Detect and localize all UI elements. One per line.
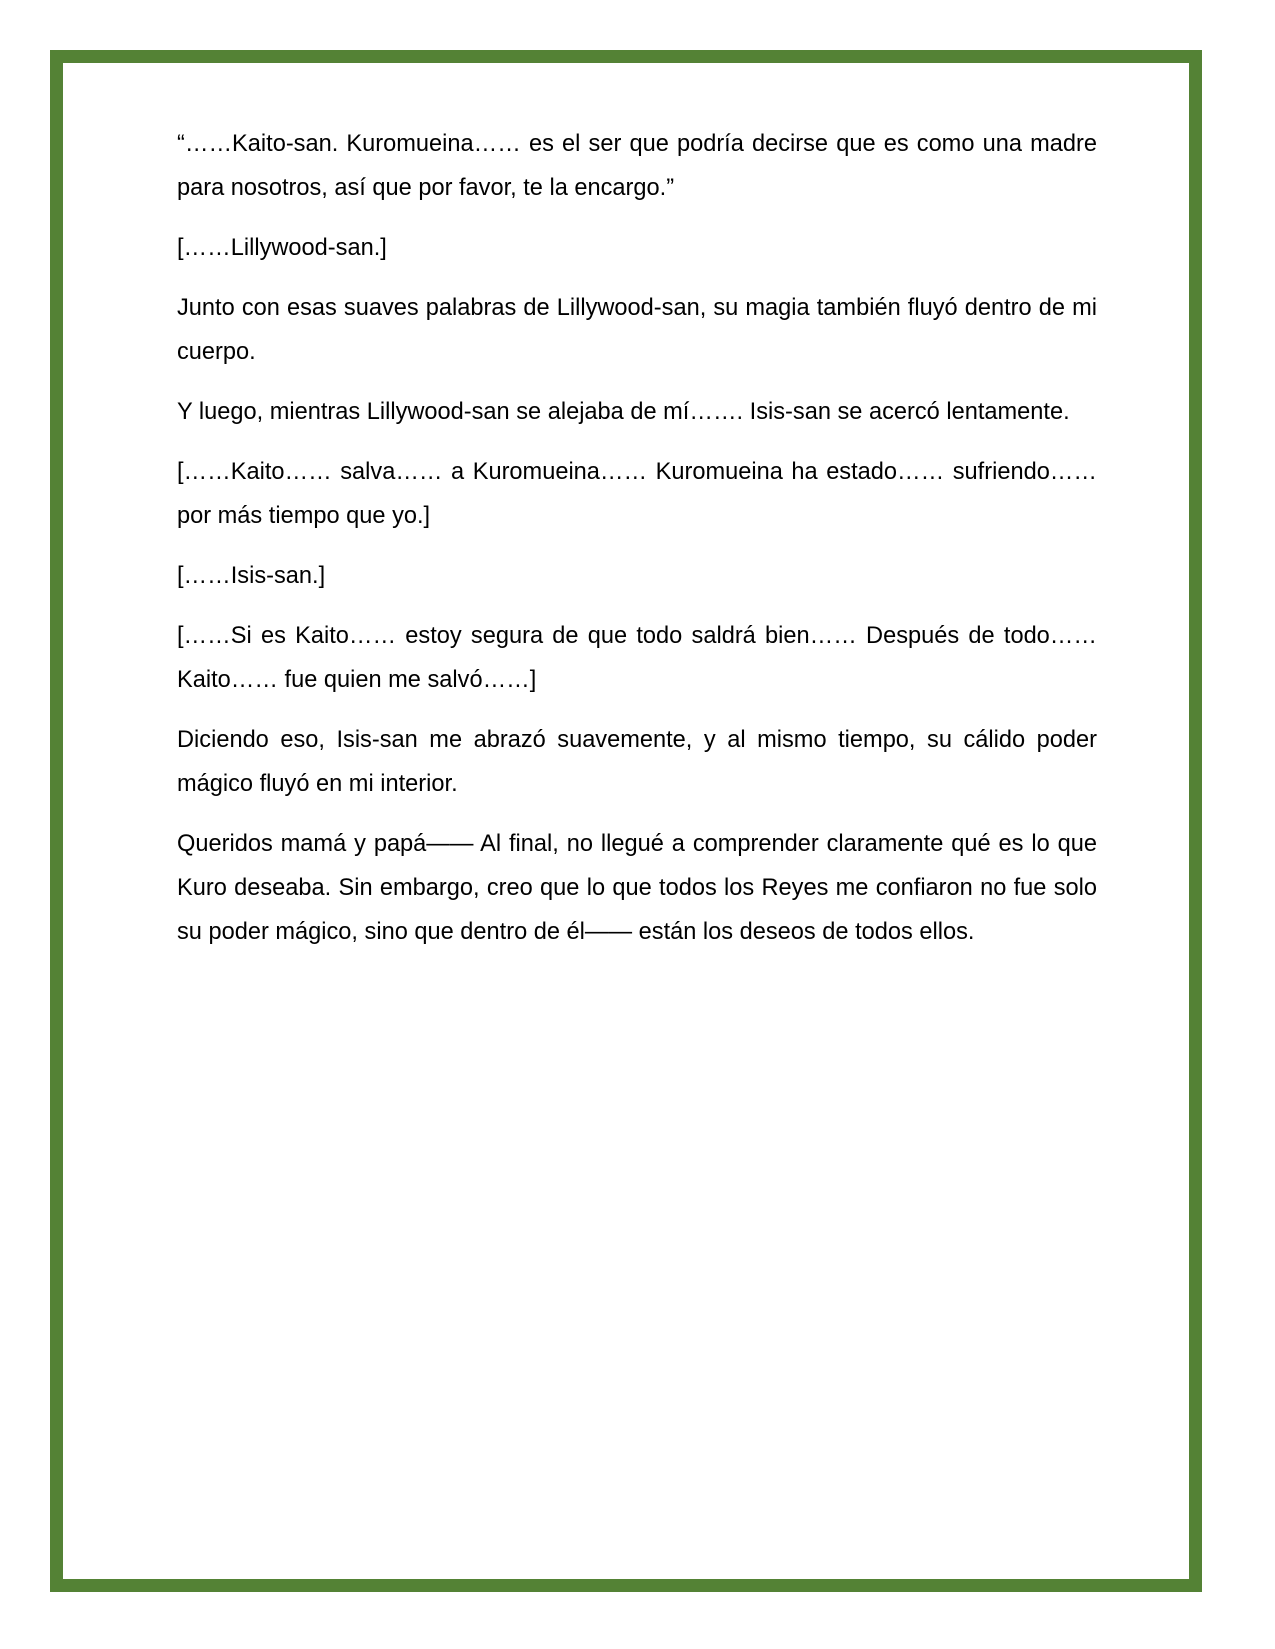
paragraph-6: [……Isis-san.] xyxy=(177,563,326,589)
paragraph-7: [……Si es Kaito…… estoy segura de que todo saldrá bien…… Después de todo…… Kaito…… fue quien me salvó……] xyxy=(177,623,1097,693)
paragraph-4: Y luego, mientras Lillywood-san se alejaba de mí……. Isis-san se acercó lentamente. xyxy=(177,399,1070,425)
paragraph-3: Junto con esas suaves palabras de Lillywood-san, su magia también fluyó dentro de mi cuerpo. xyxy=(177,295,1097,365)
paragraph-5: [……Kaito…… salva…… a Kuromueina…… Kuromueina ha estado…… sufriendo…… por más tiempo que yo.] xyxy=(177,459,1097,529)
paragraph-1: “……Kaito-san. Kuromueina…… es el ser que podría decirse que es como una madre para nosotros, así que por favor, te la encargo.” xyxy=(177,131,1097,201)
document-body xyxy=(177,122,1097,970)
paragraph-9: Queridos mamá y papá―― Al final, no llegué a comprender claramente qué es lo que Kuro deseaba. Sin embargo, creo que lo que todos los Reyes me confiaron no fue solo su poder mágico, sino que dentro de él―― están los deseos de todos ellos. xyxy=(177,831,1097,945)
paragraph-2: [……Lillywood-san.] xyxy=(177,235,387,261)
paragraph-8: Diciendo eso, Isis-san me abrazó suavemente, y al mismo tiempo, su cálido poder mágico fluyó en mi interior. xyxy=(177,727,1097,797)
